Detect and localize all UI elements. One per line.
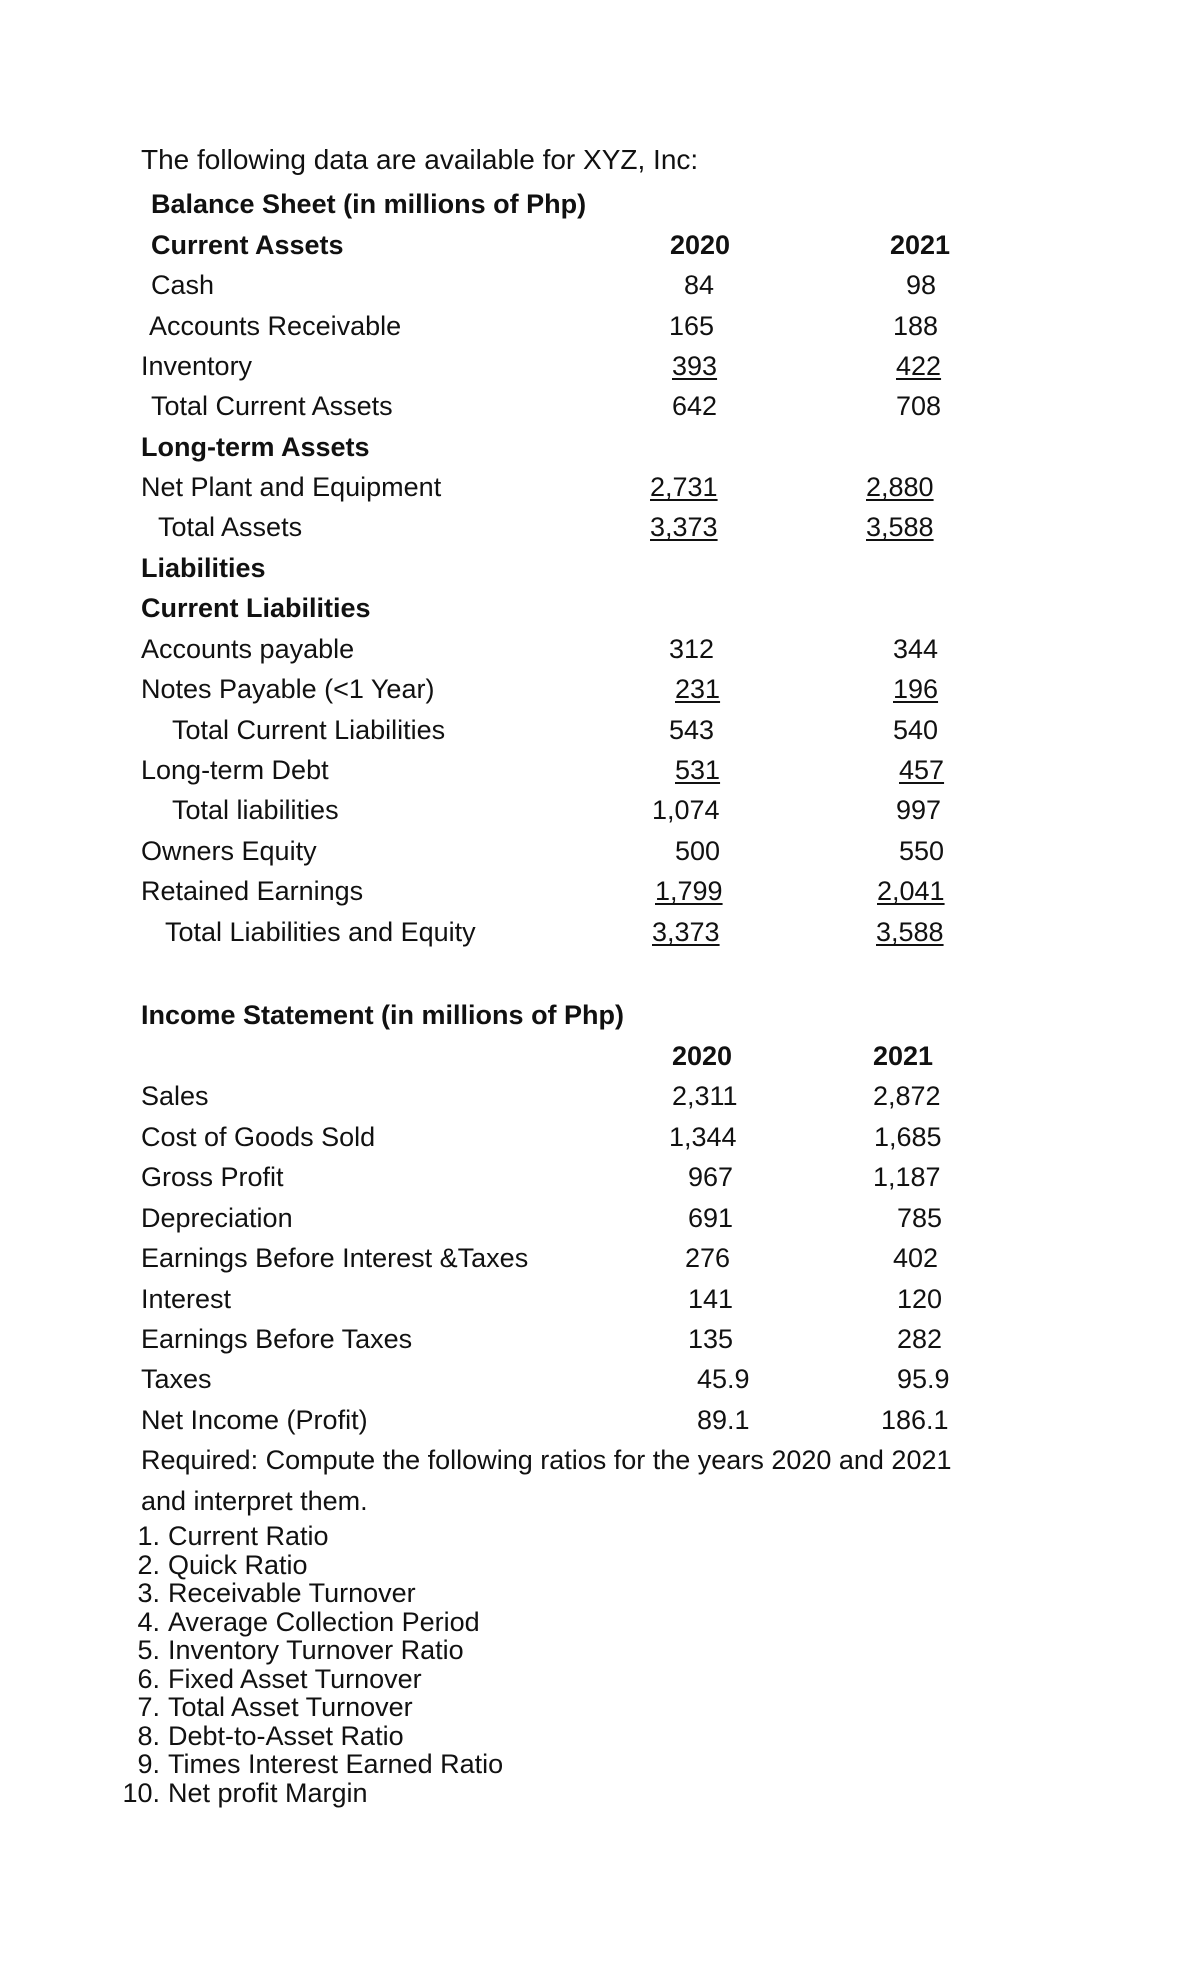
row-label-notes-payable: Notes Payable (<1 Year) [141, 674, 435, 704]
current-liabilities-header: Current Liabilities [141, 593, 371, 623]
list-item-text: Debt-to-Asset Ratio [168, 1720, 404, 1751]
inventory-2020: 393 [672, 351, 718, 381]
ratio-list [122, 1521, 504, 1808]
owners-equity-2021: 550 [899, 836, 945, 866]
owners-equity-2020: 500 [675, 836, 721, 866]
total-liabilities-equity-2021: 3,588 [876, 917, 944, 947]
liabilities-header: Liabilities [141, 553, 266, 583]
list-item [137, 1663, 503, 1694]
list-item-text: Total Asset Turnover [168, 1692, 413, 1722]
gross-profit-2021: 1,187 [873, 1162, 941, 1192]
long-term-debt-2020: 531 [675, 755, 721, 785]
required-text-line1: Required: Compute the following ratios for the years 2020 and 2021 [141, 1445, 952, 1475]
row-label-long-term-debt: Long-term Debt [141, 755, 329, 785]
total-current-liabilities-2021: 540 [893, 715, 939, 745]
list-item [137, 1578, 503, 1608]
total-assets-2020: 3,373 [650, 512, 718, 542]
row-label-ebt: Earnings Before Taxes [141, 1324, 413, 1354]
list-item [137, 1521, 503, 1551]
accounts-payable-2021: 344 [893, 634, 939, 664]
depreciation-2021: 785 [897, 1203, 943, 1233]
list-item-number: 4. [137, 1606, 160, 1637]
ebt-2021: 282 [897, 1324, 943, 1354]
row-label-gross-profit: Gross Profit [141, 1162, 284, 1192]
row-label-total-liabilities-equity: Total Liabilities and Equity [165, 917, 476, 947]
interest-2020: 141 [688, 1284, 734, 1314]
accounts-payable-2020: 312 [669, 634, 715, 664]
sales-2021: 2,872 [873, 1081, 941, 1111]
current-assets-header: Current Assets [151, 230, 344, 260]
is-year-2020: 2020 [672, 1041, 733, 1071]
row-label-accounts-payable: Accounts payable [141, 634, 355, 664]
row-label-ebit: Earnings Before Interest &Taxes [141, 1243, 529, 1273]
long-term-assets-header: Long-term Assets [141, 432, 370, 462]
row-label-inventory: Inventory [141, 351, 253, 381]
list-item [122, 1777, 503, 1808]
row-label-net-plant: Net Plant and Equipment [141, 472, 442, 502]
list-item-number: 9. [137, 1749, 160, 1779]
intro-text: The following data are available for XYZ, Inc: [141, 144, 699, 175]
net-plant-2020: 2,731 [650, 472, 718, 502]
interest-2021: 120 [897, 1284, 943, 1314]
row-label-taxes: Taxes [141, 1364, 212, 1394]
list-item [137, 1606, 503, 1637]
row-label-sales: Sales [141, 1081, 209, 1111]
ebit-2020: 276 [685, 1243, 731, 1273]
balance-sheet-title: Balance Sheet (in millions of Php) [151, 189, 587, 219]
list-item [137, 1635, 503, 1665]
total-current-assets-2020: 642 [672, 391, 718, 421]
row-label-total-current-liabilities: Total Current Liabilities [172, 715, 446, 745]
total-liabilities-equity-2020: 3,373 [652, 917, 720, 947]
list-item-text: Inventory Turnover Ratio [168, 1635, 464, 1665]
cash-2020: 84 [684, 270, 715, 300]
notes-payable-2021: 196 [893, 674, 939, 704]
list-item-text: Average Collection Period [168, 1606, 480, 1637]
row-label-total-liabilities: Total liabilities [172, 795, 339, 825]
total-liabilities-2021: 997 [896, 795, 942, 825]
list-item-number: 1. [137, 1521, 160, 1551]
row-label-cash: Cash [151, 270, 215, 300]
cash-2021: 98 [906, 270, 937, 300]
row-label-accounts-receivable: Accounts Receivable [149, 311, 402, 341]
list-item-number: 2. [137, 1549, 160, 1580]
ebit-2021: 402 [893, 1243, 939, 1273]
list-item-text: Times Interest Earned Ratio [168, 1749, 504, 1779]
row-label-cogs: Cost of Goods Sold [141, 1122, 376, 1152]
total-liabilities-2020: 1,074 [652, 795, 720, 825]
list-item [137, 1692, 503, 1722]
list-item [137, 1720, 503, 1751]
gross-profit-2020: 967 [688, 1162, 734, 1192]
list-item-number: 5. [137, 1635, 160, 1665]
list-item-text: Receivable Turnover [168, 1578, 416, 1608]
cogs-2021: 1,685 [874, 1122, 942, 1152]
list-item-number: 8. [137, 1720, 160, 1751]
net-plant-2021: 2,880 [866, 472, 934, 502]
notes-payable-2020: 231 [675, 674, 721, 704]
list-item [137, 1549, 503, 1580]
list-item-number: 3. [137, 1578, 160, 1608]
row-label-retained-earnings: Retained Earnings [141, 876, 364, 906]
long-term-debt-2021: 457 [899, 755, 945, 785]
is-year-2021: 2021 [873, 1041, 934, 1071]
ebt-2020: 135 [688, 1324, 734, 1354]
bs-year-2021: 2021 [890, 230, 951, 260]
list-item-number: 7. [137, 1692, 160, 1722]
net-income-2020: 89.1 [697, 1405, 750, 1435]
list-item-text: Current Ratio [168, 1521, 329, 1551]
total-current-assets-2021: 708 [896, 391, 942, 421]
depreciation-2020: 691 [688, 1203, 734, 1233]
required-text-line2: and interpret them. [141, 1486, 368, 1516]
bs-year-2020: 2020 [670, 230, 731, 260]
sales-2020: 2,311 [672, 1081, 738, 1111]
cogs-2020: 1,344 [669, 1122, 737, 1152]
taxes-2021: 95.9 [897, 1364, 950, 1394]
row-label-interest: Interest [141, 1284, 232, 1314]
list-item-text: Fixed Asset Turnover [168, 1663, 422, 1694]
row-label-net-income: Net Income (Profit) [141, 1405, 368, 1435]
retained-earnings-2020: 1,799 [655, 876, 723, 906]
total-current-liabilities-2020: 543 [669, 715, 715, 745]
row-label-total-current-assets: Total Current Assets [151, 391, 393, 421]
list-item-text: Net profit Margin [168, 1777, 368, 1808]
accounts-receivable-2021: 188 [893, 311, 939, 341]
row-label-total-assets: Total Assets [158, 512, 303, 542]
list-item-number: 10. [122, 1777, 160, 1808]
taxes-2020: 45.9 [697, 1364, 750, 1394]
list-item-number: 6. [137, 1663, 160, 1694]
row-label-depreciation: Depreciation [141, 1203, 293, 1233]
total-assets-2021: 3,588 [866, 512, 934, 542]
income-statement-title: Income Statement (in millions of Php) [141, 1000, 625, 1030]
inventory-2021: 422 [896, 351, 942, 381]
list-item-text: Quick Ratio [168, 1549, 308, 1580]
retained-earnings-2021: 2,041 [877, 876, 945, 906]
net-income-2021: 186.1 [881, 1405, 949, 1435]
list-item [137, 1749, 504, 1779]
accounts-receivable-2020: 165 [669, 311, 715, 341]
row-label-owners-equity: Owners Equity [141, 836, 317, 866]
